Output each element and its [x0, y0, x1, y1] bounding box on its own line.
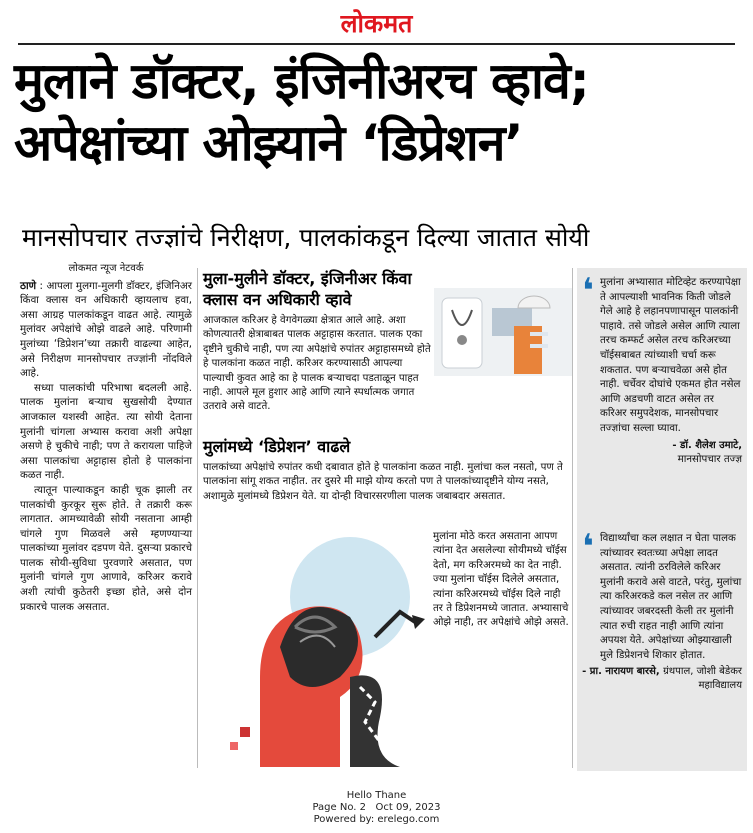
box1-text-a: [203, 314, 431, 415]
subheadline: मानसोपचार तज्ज्ञांचे निरीक्षण, पालकांकडून दिल्या जातात सोयी: [22, 223, 590, 252]
box3-text: मुलांना मोठे करत असताना आपण त्यांना देत असलेल्या सोयीमध्ये चॉईस देतो, मग करिअरमध्ये का देत नाही. ज्या मुलांना चॉईस दिलेले असतात, त्यांना करिअरमध्ये चॉईस दिले नाही तर ते डिप्रेशनमध्ये जातात. अभ्यासाचे ओझे नाही, तर अपेक्षांचे ओझे असते.: [433, 531, 569, 629]
paragraph-2: सध्या पालकांची परिभाषा बदलली आहे. पालक मुलांना बऱ्याच सुखसोयी देण्यात आजकाल यशस्वी आहेत. त्या सोयी देताना मुलांनी चांगला अभ्यास करावा अशी अपेक्षा असणे हे चुकीचे नाही; पण ते करायला पाहिजे असा पालकांचा अट्टाहास होतो हे पालकांना कळत नाही.: [20, 381, 192, 482]
lead-text: : आपला मुलगा-मुलगी डॉक्टर, इंजिनिअर किंवा क्लास वन अधिकारी व्हायलाच हवा, असा आग्रह पालकांकडून वाढत आहे. त्यामुळे मुलांवर अपेक्षांचे ओझे वाढले आहे. परिणामी मुलांच्या ‘डिप्रेशन’च्या तक्रारी वाढल्या आहेत, असे निरीक्षण मानसोपचार तज्ज्ञांनी नोंदविले आहे.: [20, 279, 192, 380]
quote-block-1: [582, 271, 742, 467]
box2-text: पालकांच्या अपेक्षांचे रुपांतर कधी दबावात होते हे पालकांना कळत नाही. मुलांचा कल नसतो, पण ते पालकांना सांगू शकत नाहीत. तर दुसरे मी माझे योग्य करतो पण ते पालकांच्यादृष्टीने योग्य नसते, अशामुळे मुलांमध्ये डिप्रेशन येते. या दोन्ही विचारसरणीला पालक जबाबदार असतात.: [203, 462, 563, 502]
paragraph-3: त्यातून पाल्याकडून काही चूक झाली तर पालकांची कुरकूर सुरू होते. ते तक्रारी करू लागतात. आमच्यावेळी सोयी नसताना आम्ही चांगले गुण मिळवले असे म्हणण्याऱ्या पालकांच्या मुलांवर दडपण येते. दुसऱ्या प्रकारचे पालक सोयी-सुविधा पुरवणारे असतात, पण मुलांनी चांगले गुण आणावे, करिअर करावे अशी त्यांची कुठेतरी इच्छा होते, असे दोन प्रकारचे पालक असतात.: [20, 483, 192, 613]
quote-2-text: विद्यार्थ्यांचा कल लक्षात न घेता पालक त्यांच्यावर स्वतःच्या अपेक्षा लादत असतात. त्यांनी ठरविलेले करिअर मुलांनी करावे असे वाटते, परंतु, मुलांचा त्या करिअरकडे कल नसेल तर आणि त्यांच्यावर जबरदस्ती केली तर मुलांनी त्यात रुची राहत नाही आणि त्यांना अपयश येते. अपेक्षांच्या ओझ्याखाली मुले डिप्रेशनचे शिकार होतात.: [600, 533, 742, 661]
byline: लोकमत न्यूज नेटवर्क: [68, 263, 144, 274]
headline: [14, 50, 744, 174]
masthead-logo: लोकमत: [340, 9, 413, 38]
box1-heading: मुला-मुलीने डॉक्टर, इंजिनीअर किंवा क्लास वन अधिकारी व्हावे: [203, 269, 412, 309]
quote-mark-icon: ❛: [582, 271, 594, 311]
footer-page-date: Page No. 2 Oct 09, 2023: [312, 802, 441, 813]
headline-line-2: अपेक्षांच्या ओझ्याने ‘डिप्रेशन’: [14, 114, 523, 172]
quote-block-2: [582, 527, 742, 693]
box1-text: आजकाल करिअर हे वेगवेगळ्या क्षेत्रात आले आहे. अशा कोणत्यातरी क्षेत्राबाबत पालक अट्टाहास करतात. पालक एका दृष्टीने चुकीचे नाही, पण त्या अपेक्षांचे रुपांतर अट्टाहासमध्ये होते हे पालकांना कळत नाही. करिअर करण्यासाठी आपल्या पाल्याची कुवत आहे का हे पालक बऱ्याचदा पडताळून पाहत नाही. आपले मूल हुशार आहे आणि त्याने स्पर्धात्मक जगात उतरावे असे वाटते.: [203, 315, 431, 413]
footer-edition: Hello Thane: [346, 790, 407, 801]
doctor-engineer-photo: [434, 288, 572, 376]
left-column: [20, 262, 192, 614]
column-divider-left: [197, 268, 198, 768]
quote-1-text: मुलांना अभ्यासात मोटिव्हेट करण्यापेक्षा ते आपल्याशी भावनिक किती जोडले गेले आहे हे लहानपणापासून पालकांनी पाहावे. तसे जोडले असेल आणि त्याला तरच कम्फर्ट असेल तरच करिअरच्या चॉईसबाबत त्यांच्याशी चर्चा करू शकतात. पण बऱ्याचवेळा असे होत नाही. चर्चेवर दोघांचे एकमत होत नसेल आणि अडचणी वाटत असेल तर करिअर समुपदेशक, मानसोपचार तज्ज्ञांचा सल्ला घ्यावा.: [600, 277, 741, 434]
depressed-child-illustration: [200, 527, 432, 767]
quote-mark-icon-2: ❛: [582, 527, 594, 567]
box2-heading: मुलांमध्ये ‘डिप्रेशन’ वाढले: [203, 437, 351, 456]
quote-1-role: मानसोपचार तज्ज्ञ: [677, 453, 742, 465]
top-rule: [18, 43, 735, 45]
dateline-place: ठाणे: [20, 279, 37, 292]
footer-powered-by: Powered by: erelego.com: [313, 814, 440, 825]
headline-line-1: मुलाने डॉक्टर, इंजिनीअरच व्हावे;: [14, 52, 589, 110]
page-footer: [0, 790, 753, 826]
quote-2-author: [582, 665, 742, 693]
quote-2-author-name: - प्रा. नारायण बारसे,: [582, 666, 660, 678]
quote-2-author-role: ग्रंथपाल, जोशी बेडेकर महाविद्यालय: [663, 666, 742, 692]
lead-paragraph: [20, 279, 192, 381]
quote-1-author: - डॉ. शैलेश उमाटे,: [672, 439, 742, 451]
column-divider-right: [572, 268, 573, 768]
